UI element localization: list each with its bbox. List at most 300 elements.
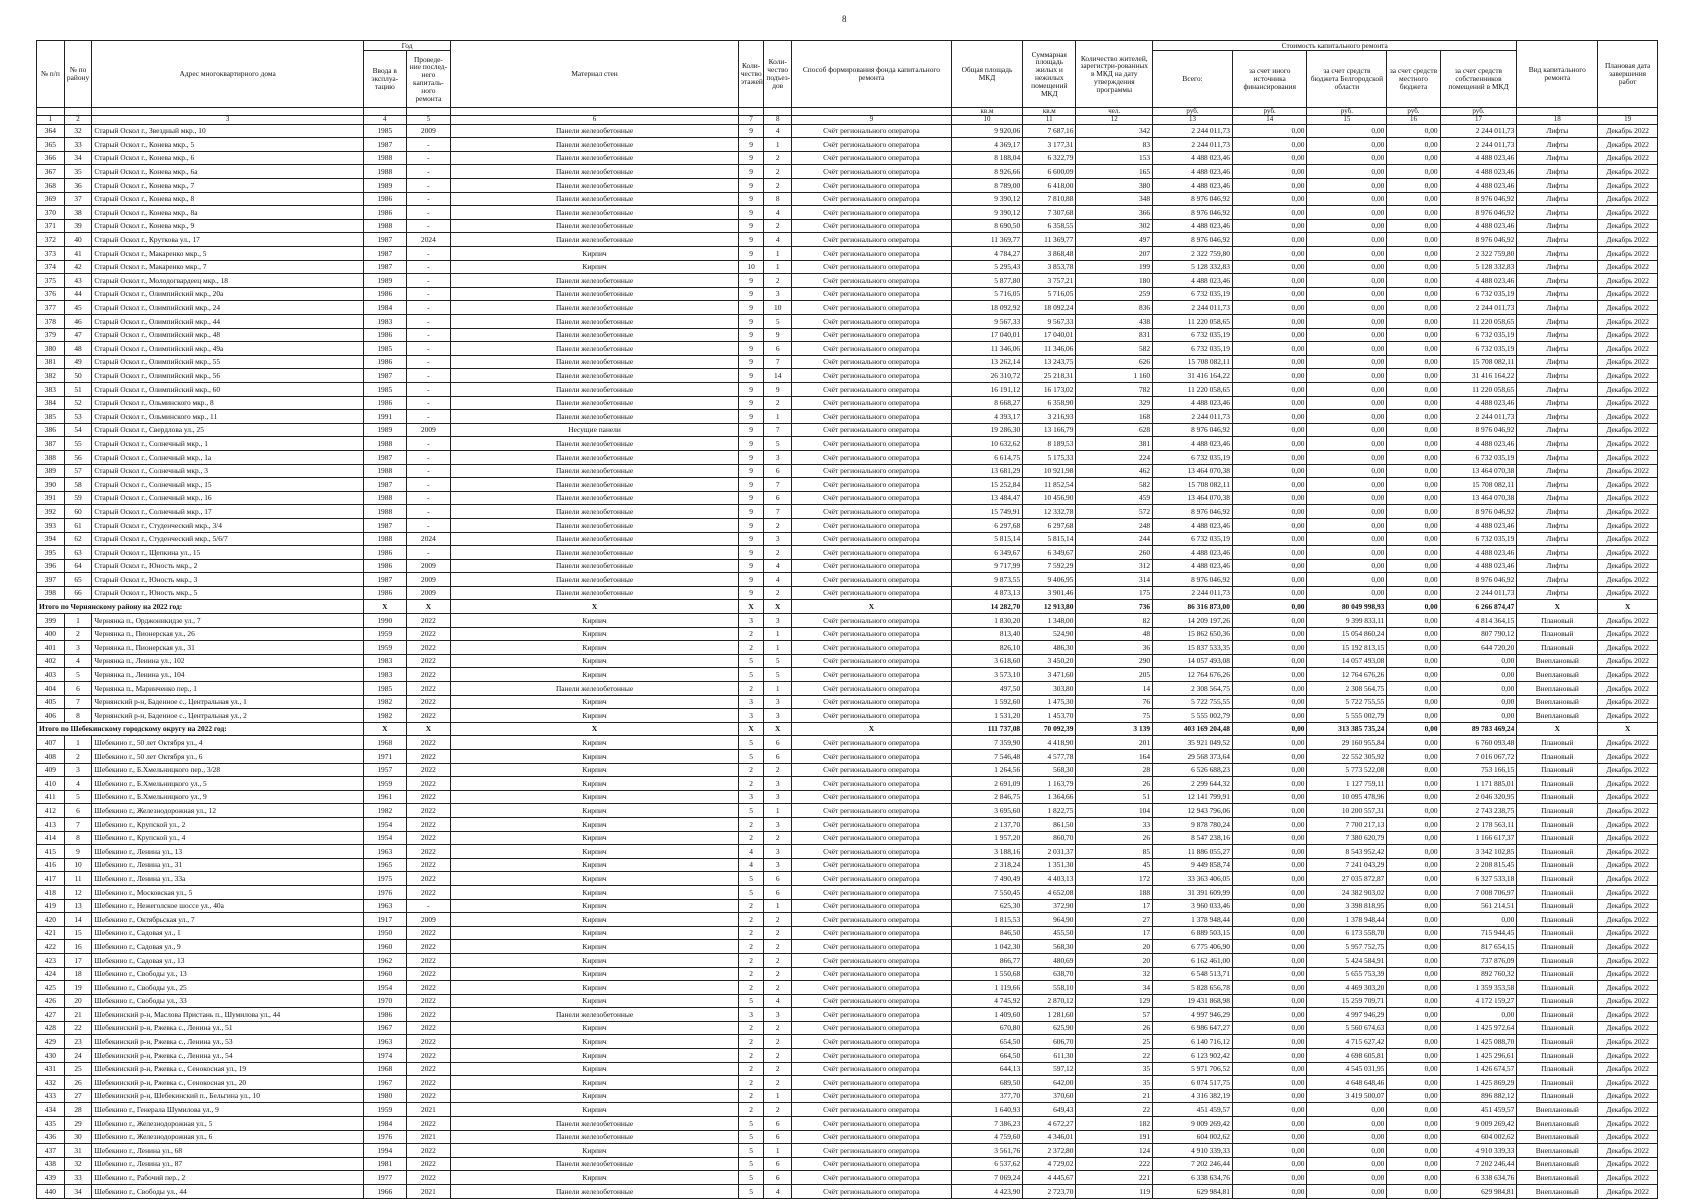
table-cell: 259 bbox=[1076, 287, 1153, 301]
table-cell: Шебекино г., Садовая ул., 1 bbox=[92, 926, 364, 940]
table-cell: Плановый bbox=[1517, 940, 1598, 954]
table-cell: Шебекино г., Ленина ул., 33а bbox=[92, 872, 364, 886]
table-cell: 1 550,68 bbox=[951, 967, 1022, 981]
table-cell: 1963 bbox=[363, 1035, 406, 1049]
table-cell: 0,00 bbox=[1387, 192, 1440, 206]
table-cell: - bbox=[406, 287, 451, 301]
table-cell: 9 567,33 bbox=[951, 315, 1022, 329]
table-cell: 4 469 303,20 bbox=[1307, 981, 1387, 995]
column-number: 12 bbox=[1076, 116, 1153, 124]
table-cell: 0,00 bbox=[1387, 1062, 1440, 1076]
table-cell: Счёт регионального оператора bbox=[792, 994, 952, 1008]
table-cell: 428 bbox=[37, 1021, 65, 1035]
table-cell: 153 bbox=[1076, 151, 1153, 165]
table-cell: Чернянка п., Маринченко пер., 1 bbox=[92, 682, 364, 696]
table-cell: 8 976 046,92 bbox=[1440, 233, 1517, 247]
table-cell: Панели железобетонные bbox=[451, 437, 739, 451]
table-cell: 0,00 bbox=[1307, 301, 1387, 315]
header-group-row bbox=[37, 41, 1658, 51]
table-cell: 0,00 bbox=[1307, 464, 1387, 478]
table-cell: 1959 bbox=[363, 627, 406, 641]
table-cell: 175 bbox=[1076, 586, 1153, 600]
table-cell: 6 bbox=[764, 750, 792, 764]
table-cell: Плановый bbox=[1517, 1089, 1598, 1103]
table-cell: 9 390,12 bbox=[951, 192, 1022, 206]
table-cell: - bbox=[406, 505, 451, 519]
table-cell: 9 920,06 bbox=[951, 124, 1022, 138]
table-cell: 0,00 bbox=[1387, 287, 1440, 301]
table-cell: 1989 bbox=[363, 274, 406, 288]
table-cell: 9 bbox=[738, 165, 764, 179]
table-cell: 0,00 bbox=[1232, 1008, 1307, 1022]
table-cell: Декабрь 2022 bbox=[1598, 1021, 1658, 1035]
table-cell: 4 759,60 bbox=[951, 1130, 1022, 1144]
table-row bbox=[37, 328, 1658, 342]
table-row bbox=[37, 396, 1658, 410]
table-cell: 0,00 bbox=[1387, 1049, 1440, 1063]
table-cell: 0,00 bbox=[1232, 1021, 1307, 1035]
table-cell: 0,00 bbox=[1232, 219, 1307, 233]
table-cell: 0,00 bbox=[1387, 1008, 1440, 1022]
table-cell: Шебекино г., Свободы ул., 33 bbox=[92, 994, 364, 1008]
table-cell: 417 bbox=[37, 872, 65, 886]
table-cell: 0,00 bbox=[1387, 247, 1440, 261]
table-row bbox=[37, 274, 1658, 288]
table-cell: 0,00 bbox=[1387, 260, 1440, 274]
table-cell: 5 971 706,52 bbox=[1153, 1062, 1233, 1076]
table-cell: 365 bbox=[37, 138, 65, 152]
table-cell: Счёт регионального оператора bbox=[792, 1171, 952, 1185]
table-cell: 0,00 bbox=[1387, 682, 1440, 696]
table-cell: Лифты bbox=[1517, 247, 1598, 261]
table-cell: Лифты bbox=[1517, 192, 1598, 206]
table-cell: 9 bbox=[738, 287, 764, 301]
table-cell: 0,00 bbox=[1307, 491, 1387, 505]
table-cell: 5 bbox=[64, 668, 92, 682]
table-cell: 1988 bbox=[363, 165, 406, 179]
table-cell: 408 bbox=[37, 750, 65, 764]
table-cell: Кирпич bbox=[451, 709, 739, 723]
table-cell: 386 bbox=[37, 423, 65, 437]
table-cell: 19 431 868,98 bbox=[1153, 994, 1233, 1008]
table-cell: 17 bbox=[1076, 926, 1153, 940]
table-cell: 1987 bbox=[363, 260, 406, 274]
table-cell: Декабрь 2022 bbox=[1598, 437, 1658, 451]
table-cell: Счёт регионального оператора bbox=[792, 1089, 952, 1103]
table-cell: 0,00 bbox=[1232, 1157, 1307, 1171]
table-cell: 11 852,54 bbox=[1023, 478, 1076, 492]
table-cell: 398 bbox=[37, 586, 65, 600]
table-cell: 0,00 bbox=[1232, 641, 1307, 655]
table-cell: 34 bbox=[64, 151, 92, 165]
table-cell: Декабрь 2022 bbox=[1598, 885, 1658, 899]
table-cell: 7 546,48 bbox=[951, 750, 1022, 764]
table-cell: 0,00 bbox=[1387, 858, 1440, 872]
total-cell: X bbox=[1517, 722, 1598, 736]
table-cell: 4 488 023,46 bbox=[1153, 179, 1233, 193]
table-cell: 13 464 070,38 bbox=[1440, 491, 1517, 505]
table-cell: Декабрь 2022 bbox=[1598, 1171, 1658, 1185]
table-cell: Плановый bbox=[1517, 804, 1598, 818]
column-header: Способ формирования фонда капитального ремонта bbox=[792, 41, 952, 108]
total-cell: 736 bbox=[1076, 600, 1153, 614]
table-row bbox=[37, 913, 1658, 927]
table-cell: - bbox=[406, 219, 451, 233]
table-cell: 649,43 bbox=[1023, 1103, 1076, 1117]
table-cell: Счёт регионального оператора bbox=[792, 804, 952, 818]
table-cell: Плановый bbox=[1517, 1008, 1598, 1022]
table-cell: 60 bbox=[64, 505, 92, 519]
table-cell: Панели железобетонные bbox=[451, 192, 739, 206]
table-cell: 2022 bbox=[406, 994, 451, 1008]
table-cell: 0,00 bbox=[1387, 437, 1440, 451]
table-cell: 5 bbox=[764, 437, 792, 451]
table-cell: 4 488 023,46 bbox=[1153, 165, 1233, 179]
table-cell: 10 bbox=[738, 260, 764, 274]
table-cell: 2 bbox=[738, 1049, 764, 1063]
table-cell: Счёт регионального оператора bbox=[792, 654, 952, 668]
table-cell: Кирпич bbox=[451, 1062, 739, 1076]
table-cell: 410 bbox=[37, 777, 65, 791]
table-cell: 2 bbox=[764, 913, 792, 927]
table-cell: 0,00 bbox=[1307, 559, 1387, 573]
table-cell: 3 bbox=[764, 287, 792, 301]
table-row bbox=[37, 437, 1658, 451]
table-cell: 1985 bbox=[363, 342, 406, 356]
table-cell: 35 bbox=[64, 165, 92, 179]
table-cell: 1989 bbox=[363, 423, 406, 437]
table-cell: Шебекино г., Крупской ул., 4 bbox=[92, 831, 364, 845]
table-cell: 0,00 bbox=[1232, 654, 1307, 668]
table-cell: 390 bbox=[37, 478, 65, 492]
table-cell: 33 bbox=[64, 138, 92, 152]
table-cell: 5 bbox=[738, 1185, 764, 1199]
unit-cell bbox=[64, 108, 92, 116]
table-cell: Шебекино г., Ленина ул., 31 bbox=[92, 858, 364, 872]
table-cell: 4 bbox=[64, 654, 92, 668]
table-row bbox=[37, 369, 1658, 383]
table-cell: 2 bbox=[764, 165, 792, 179]
table-cell: Кирпич bbox=[451, 777, 739, 791]
table-cell: 462 bbox=[1076, 464, 1153, 478]
table-cell: 0,00 bbox=[1387, 994, 1440, 1008]
table-cell: Плановый bbox=[1517, 953, 1598, 967]
table-cell: Плановый bbox=[1517, 981, 1598, 995]
table-cell: 1987 bbox=[363, 247, 406, 261]
table-cell: Счёт регионального оператора bbox=[792, 1144, 952, 1158]
table-cell: Счёт регионального оператора bbox=[792, 464, 952, 478]
table-cell: 2 bbox=[764, 396, 792, 410]
table-cell: 381 bbox=[1076, 437, 1153, 451]
table-cell: Декабрь 2022 bbox=[1598, 858, 1658, 872]
table-cell: Счёт регионального оператора bbox=[792, 518, 952, 532]
table-cell: 9 bbox=[738, 532, 764, 546]
table-cell: 26 310,72 bbox=[951, 369, 1022, 383]
table-cell: 2022 bbox=[406, 1076, 451, 1090]
table-cell: Счёт регионального оператора bbox=[792, 899, 952, 913]
table-cell: - bbox=[406, 450, 451, 464]
table-cell: 13 681,29 bbox=[951, 464, 1022, 478]
table-cell: 1 640,93 bbox=[951, 1103, 1022, 1117]
table-cell: - bbox=[406, 179, 451, 193]
table-cell: 582 bbox=[1076, 478, 1153, 492]
table-cell: 303,80 bbox=[1023, 682, 1076, 696]
table-cell: 3 bbox=[764, 817, 792, 831]
table-cell: 387 bbox=[37, 437, 65, 451]
table-cell: Счёт регионального оператора bbox=[792, 450, 952, 464]
table-cell: Кирпич bbox=[451, 804, 739, 818]
table-cell: 52 bbox=[64, 396, 92, 410]
table-cell: 2 bbox=[738, 913, 764, 927]
table-cell: 1981 bbox=[363, 1157, 406, 1171]
table-cell: Кирпич bbox=[451, 817, 739, 831]
header-group-year: Год bbox=[363, 41, 450, 51]
table-cell: 2 bbox=[764, 219, 792, 233]
table-cell: 6 140 716,12 bbox=[1153, 1035, 1233, 1049]
table-cell: Плановый bbox=[1517, 872, 1598, 886]
table-cell: Кирпич bbox=[451, 1021, 739, 1035]
table-cell: 85 bbox=[1076, 845, 1153, 859]
table-row bbox=[37, 1076, 1658, 1090]
table-cell: 0,00 bbox=[1232, 1035, 1307, 1049]
total-cell: X bbox=[406, 600, 451, 614]
table-cell: 82 bbox=[1076, 614, 1153, 628]
table-cell: 1986 bbox=[363, 546, 406, 560]
table-cell: 10 095 478,96 bbox=[1307, 790, 1387, 804]
table-cell: 6 986 647,27 bbox=[1153, 1021, 1233, 1035]
table-cell: Шебекино г., Свободы ул., 25 bbox=[92, 981, 364, 995]
table-cell: 2022 bbox=[406, 709, 451, 723]
table-row bbox=[37, 423, 1658, 437]
table-cell: 3 bbox=[764, 695, 792, 709]
table-cell: 9 bbox=[738, 355, 764, 369]
table-cell: 3 bbox=[738, 1008, 764, 1022]
table-cell: 2 bbox=[738, 967, 764, 981]
table-cell: 5 bbox=[738, 804, 764, 818]
table-cell: 0,00 bbox=[1387, 750, 1440, 764]
column-number: 11 bbox=[1023, 116, 1076, 124]
table-cell: 0,00 bbox=[1387, 1076, 1440, 1090]
table-cell: Декабрь 2022 bbox=[1598, 382, 1658, 396]
table-cell: 0,00 bbox=[1232, 899, 1307, 913]
table-cell: Декабрь 2022 bbox=[1598, 586, 1658, 600]
table-cell: 51 bbox=[64, 382, 92, 396]
table-cell: 1974 bbox=[363, 1049, 406, 1063]
table-cell: 12 332,78 bbox=[1023, 505, 1076, 519]
table-cell: Декабрь 2022 bbox=[1598, 654, 1658, 668]
table-cell: 9 bbox=[738, 491, 764, 505]
table-cell: 480,69 bbox=[1023, 953, 1076, 967]
table-cell: 7 bbox=[764, 478, 792, 492]
table-cell: 2 bbox=[764, 940, 792, 954]
table-cell: 0,00 bbox=[1232, 369, 1307, 383]
table-cell: 33 bbox=[64, 1171, 92, 1185]
table-cell: Старый Оскол г., Солнечный мкр., 1а bbox=[92, 450, 364, 464]
table-cell: 1971 bbox=[363, 750, 406, 764]
table-cell: 6 732 035,19 bbox=[1440, 342, 1517, 356]
table-cell: Внеплановый bbox=[1517, 709, 1598, 723]
column-header: Суммарная площадь жилых и нежилых помещений МКД bbox=[1023, 41, 1076, 108]
table-cell: 1970 bbox=[363, 994, 406, 1008]
table-cell: Плановый bbox=[1517, 1021, 1598, 1035]
table-cell: 11 220 058,65 bbox=[1153, 382, 1233, 396]
table-row bbox=[37, 1049, 1658, 1063]
table-cell: 13 166,79 bbox=[1023, 423, 1076, 437]
table-cell: Декабрь 2022 bbox=[1598, 913, 1658, 927]
table-cell: 626 bbox=[1076, 355, 1153, 369]
table-row bbox=[37, 627, 1658, 641]
table-cell: 0,00 bbox=[1232, 437, 1307, 451]
table-cell: 0,00 bbox=[1387, 777, 1440, 791]
table-cell: Панели железобетонные bbox=[451, 1130, 739, 1144]
table-cell: 0,00 bbox=[1307, 423, 1387, 437]
table-row bbox=[37, 179, 1658, 193]
table-cell: Панели железобетонные bbox=[451, 179, 739, 193]
table-cell: Счёт регионального оператора bbox=[792, 247, 952, 261]
table-cell: 2 723,70 bbox=[1023, 1185, 1076, 1199]
table-cell: Декабрь 2022 bbox=[1598, 804, 1658, 818]
table-cell: Счёт регионального оператора bbox=[792, 532, 952, 546]
table-cell: 5 bbox=[738, 885, 764, 899]
table-cell: Плановый bbox=[1517, 913, 1598, 927]
table-cell: 382 bbox=[37, 369, 65, 383]
unit-cell bbox=[406, 108, 451, 116]
table-cell: 1966 bbox=[363, 1185, 406, 1199]
table-cell: Декабрь 2022 bbox=[1598, 219, 1658, 233]
table-cell: 0,00 bbox=[1232, 763, 1307, 777]
table-cell: 22 552 305,92 bbox=[1307, 750, 1387, 764]
table-cell: Лифты bbox=[1517, 396, 1598, 410]
table-cell: 2 244 011,73 bbox=[1153, 124, 1233, 138]
table-cell: 64 bbox=[64, 559, 92, 573]
table-cell: 5 bbox=[738, 872, 764, 886]
table-cell: 7 bbox=[64, 817, 92, 831]
table-cell: 3 bbox=[764, 532, 792, 546]
table-cell: 20 bbox=[1076, 953, 1153, 967]
table-cell: 629 984,81 bbox=[1153, 1185, 1233, 1199]
table-cell: 164 bbox=[1076, 750, 1153, 764]
table-cell: Счёт регионального оператора bbox=[792, 233, 952, 247]
table-cell: 4 bbox=[738, 845, 764, 859]
table-cell: Декабрь 2022 bbox=[1598, 247, 1658, 261]
table-cell: 2 bbox=[764, 953, 792, 967]
table-cell: 2 244 011,73 bbox=[1440, 124, 1517, 138]
table-cell: 1967 bbox=[363, 1076, 406, 1090]
table-cell: 6 bbox=[64, 682, 92, 696]
table-cell: Декабрь 2022 bbox=[1598, 777, 1658, 791]
table-cell: 1 425 869,29 bbox=[1440, 1076, 1517, 1090]
table-cell: 0,00 bbox=[1232, 274, 1307, 288]
unit-cell: руб. bbox=[1387, 108, 1440, 116]
table-cell: 53 bbox=[64, 410, 92, 424]
table-cell: 1987 bbox=[363, 518, 406, 532]
table-cell: 0,00 bbox=[1440, 913, 1517, 927]
table-cell: Панели железобетонные bbox=[451, 138, 739, 152]
table-cell: 0,00 bbox=[1232, 478, 1307, 492]
table-cell: 0,00 bbox=[1232, 967, 1307, 981]
total-cell: X bbox=[1598, 600, 1658, 614]
total-cell: 6 266 874,47 bbox=[1440, 600, 1517, 614]
table-cell: 0,00 bbox=[1232, 301, 1307, 315]
table-cell: 831 bbox=[1076, 328, 1153, 342]
table-row bbox=[37, 1171, 1658, 1185]
table-row bbox=[37, 1062, 1658, 1076]
table-cell: Кирпич bbox=[451, 654, 739, 668]
total-cell: 86 316 873,00 bbox=[1153, 600, 1233, 614]
table-cell: 0,00 bbox=[1307, 1185, 1387, 1199]
table-cell: Шебекино г., Ленина ул., 87 bbox=[92, 1157, 364, 1171]
table-cell: 8 976 046,92 bbox=[1440, 206, 1517, 220]
table-cell: Панели железобетонные bbox=[451, 682, 739, 696]
table-cell: 8 547 238,16 bbox=[1153, 831, 1233, 845]
table-cell: 9 bbox=[738, 573, 764, 587]
table-cell: 2 244 011,73 bbox=[1440, 410, 1517, 424]
table-cell: 414 bbox=[37, 831, 65, 845]
table-cell: Внеплановый bbox=[1517, 1130, 1598, 1144]
table-cell: 7 386,23 bbox=[951, 1117, 1022, 1131]
table-cell: Чернянский р-н, Баденное с., Центральная ул., 1 bbox=[92, 695, 364, 709]
table-cell: 5 bbox=[764, 315, 792, 329]
table-cell: Панели железобетонные bbox=[451, 573, 739, 587]
table-cell: Шебекино г., Б.Хмельницкого пер., 3/28 bbox=[92, 763, 364, 777]
table-cell: 406 bbox=[37, 709, 65, 723]
table-cell: 6 732 035,19 bbox=[1440, 287, 1517, 301]
table-cell: 0,00 bbox=[1307, 1157, 1387, 1171]
table-cell: 2 846,75 bbox=[951, 790, 1022, 804]
table-cell: 13 bbox=[64, 899, 92, 913]
table-cell: 7 016 067,72 bbox=[1440, 750, 1517, 764]
table-cell: 4 488 023,46 bbox=[1153, 219, 1233, 233]
table-cell: Декабрь 2022 bbox=[1598, 165, 1658, 179]
table-cell: 0,00 bbox=[1387, 899, 1440, 913]
table-cell: 3 bbox=[764, 614, 792, 628]
table-cell: 1 bbox=[764, 247, 792, 261]
table-cell: 172 bbox=[1076, 872, 1153, 886]
column-number: 13 bbox=[1153, 116, 1233, 124]
table-cell: 638,70 bbox=[1023, 967, 1076, 981]
table-cell: Старый Оскол г., Молодогвардеец мкр., 18 bbox=[92, 274, 364, 288]
table-cell: 4 715 627,42 bbox=[1307, 1035, 1387, 1049]
table-cell: 405 bbox=[37, 695, 65, 709]
table-cell: 413 bbox=[37, 817, 65, 831]
table-cell: 6 074 517,75 bbox=[1153, 1076, 1233, 1090]
table-cell: 5 bbox=[764, 668, 792, 682]
table-cell: 8 976 046,92 bbox=[1440, 192, 1517, 206]
table-cell: Лифты bbox=[1517, 219, 1598, 233]
table-cell: 0,00 bbox=[1387, 967, 1440, 981]
table-row bbox=[37, 709, 1658, 723]
table-cell: 302 bbox=[1076, 219, 1153, 233]
table-cell: 9 bbox=[738, 505, 764, 519]
table-cell: Декабрь 2022 bbox=[1598, 233, 1658, 247]
table-cell: 9 bbox=[738, 124, 764, 138]
table-cell: 0,00 bbox=[1307, 1130, 1387, 1144]
table-cell: 2 bbox=[764, 831, 792, 845]
table-row bbox=[37, 573, 1658, 587]
table-cell: 5 424 584,91 bbox=[1307, 953, 1387, 967]
table-cell: 38 bbox=[64, 206, 92, 220]
table-cell: Счёт регионального оператора bbox=[792, 382, 952, 396]
table-cell: 0,00 bbox=[1307, 192, 1387, 206]
table-cell: 1 830,20 bbox=[951, 614, 1022, 628]
table-cell: 33 bbox=[1076, 817, 1153, 831]
table-cell: 2009 bbox=[406, 423, 451, 437]
table-cell: Чернянский р-н, Баденное с., Центральная ул., 2 bbox=[92, 709, 364, 723]
table-cell: Старый Оскол г., Юность мкр., 2 bbox=[92, 559, 364, 573]
table-cell: 370,60 bbox=[1023, 1089, 1076, 1103]
table-cell: 7 bbox=[64, 695, 92, 709]
table-cell: 11 369,77 bbox=[951, 233, 1022, 247]
